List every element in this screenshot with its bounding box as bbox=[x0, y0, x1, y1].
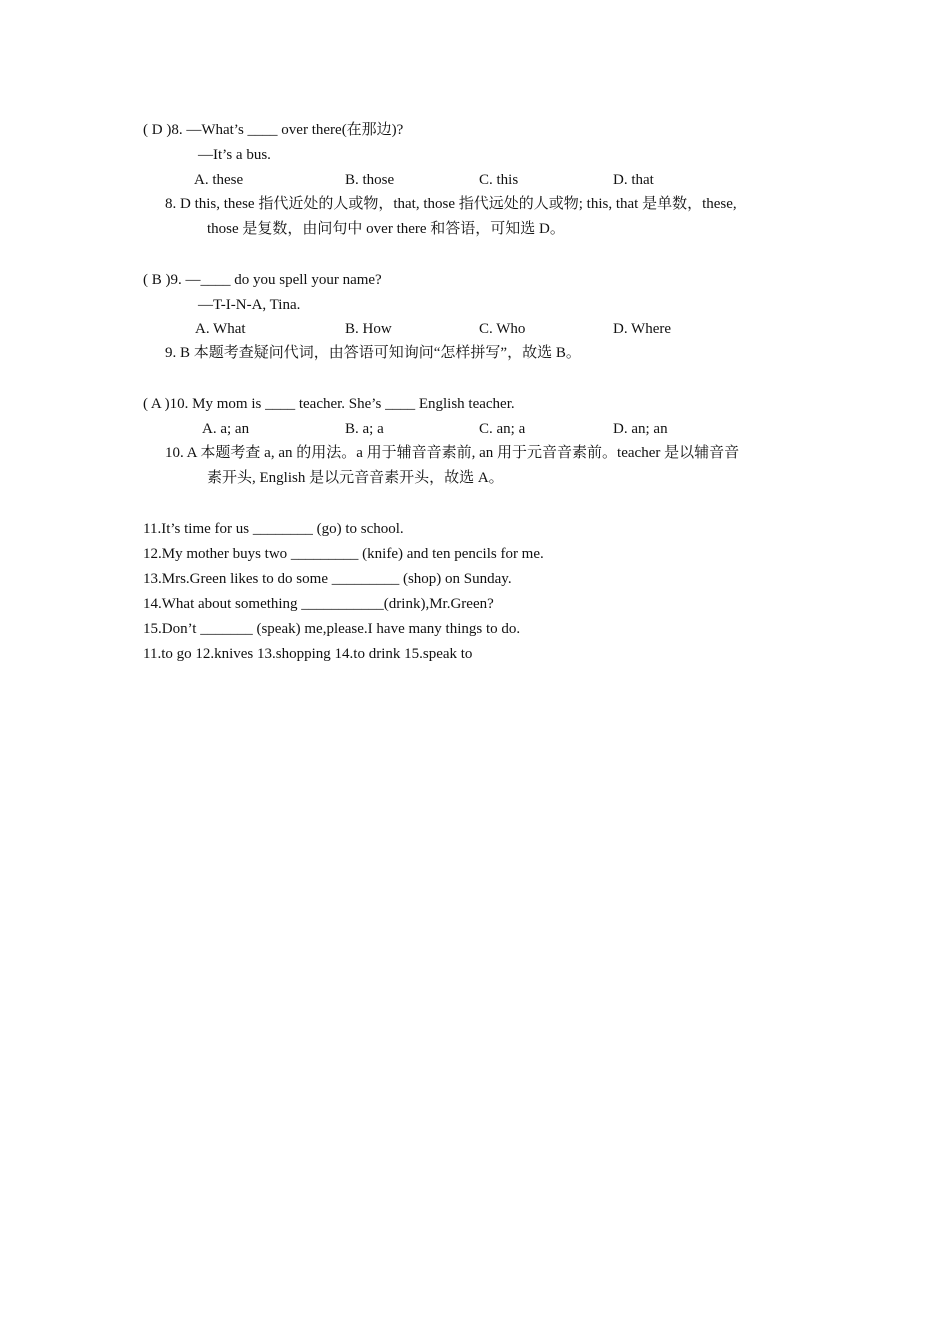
q10-explanation-line1: 10. A 本题考查 a, an 的用法。a 用于辅音音素前, an 用于元音音素前。teacher 是以辅音音 bbox=[165, 445, 740, 461]
fill-item-13: 13.Mrs.Green likes to do some _________ (shop) on Sunday. bbox=[143, 571, 512, 587]
q9-option-a: A. What bbox=[195, 321, 246, 337]
q9-option-b: B. How bbox=[345, 321, 392, 337]
q8-explanation-line1: 8. D this, these 指代近处的人或物，that, those 指代远处的人或物; this, that 是单数，these, bbox=[165, 196, 737, 212]
q9-stem: ( B )9. —____ do you spell your name? bbox=[143, 272, 382, 288]
q8-stem: ( D )8. —What’s ____ over there(在那边)? bbox=[143, 122, 404, 138]
fill-answers: 11.to go 12.knives 13.shopping 14.to drink 15.speak to bbox=[143, 646, 473, 662]
q8-option-a: A. these bbox=[194, 172, 244, 188]
q8-reply: —It’s a bus. bbox=[198, 147, 271, 163]
q8-option-c: C. this bbox=[479, 172, 519, 188]
q10-option-a: A. a; an bbox=[202, 421, 250, 437]
fill-item-14: 14.What about something ___________(drink),Mr.Green? bbox=[143, 596, 494, 612]
fill-item-11: 11.It’s time for us ________ (go) to school. bbox=[143, 521, 404, 537]
q10-option-d: D. an; an bbox=[613, 421, 668, 437]
fill-item-15: 15.Don’t _______ (speak) me,please.I have many things to do. bbox=[143, 621, 521, 637]
q9-option-c: C. Who bbox=[479, 321, 526, 337]
q10-option-b: B. a; a bbox=[345, 421, 384, 437]
fill-item-12: 12.My mother buys two _________ (knife) and ten pencils for me. bbox=[143, 546, 544, 562]
q9-reply: —T-I-N-A, Tina. bbox=[198, 297, 301, 313]
q9-option-d: D. Where bbox=[613, 321, 672, 337]
q10-option-c: C. an; a bbox=[479, 421, 526, 437]
q8-explanation-line2: those 是复数，由问句中 over there 和答语，可知选 D。 bbox=[207, 221, 565, 237]
q8-option-b: B. those bbox=[345, 172, 395, 188]
q10-explanation-line2: 素开头, English 是以元音音素开头，故选 A。 bbox=[207, 470, 504, 486]
q9-explanation: 9. B 本题考查疑问代词，由答语可知询问“怎样拼写”，故选 B。 bbox=[165, 345, 581, 361]
q8-option-d: D. that bbox=[613, 172, 654, 188]
q10-stem: ( A )10. My mom is ____ teacher. She’s ____ English teacher. bbox=[143, 396, 515, 412]
